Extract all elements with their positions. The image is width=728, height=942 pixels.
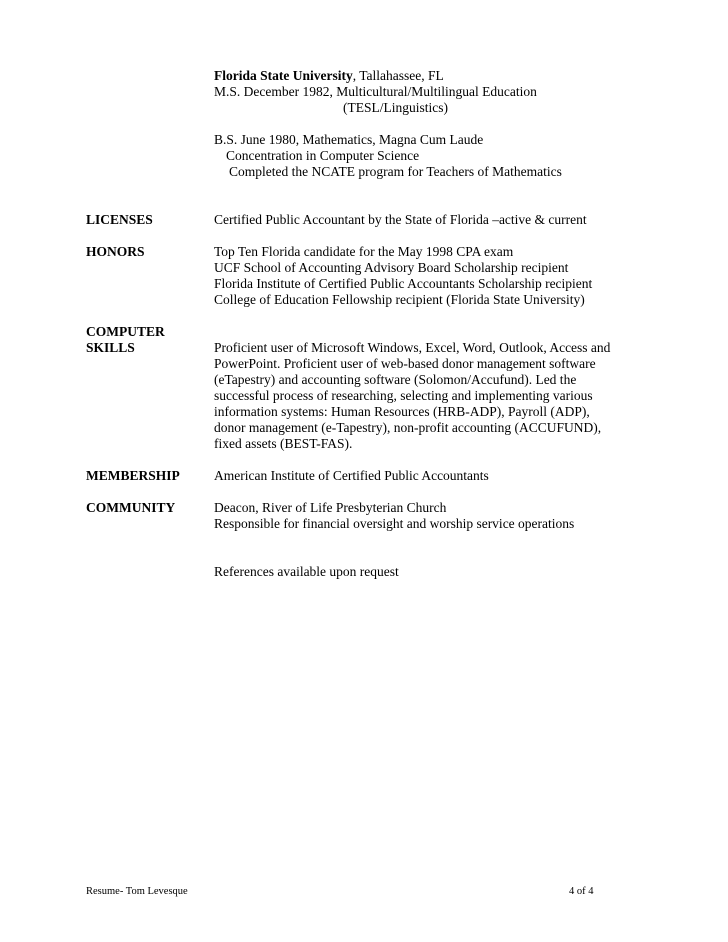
education-bs-line: B.S. June 1980, Mathematics, Magna Cum Laude xyxy=(214,132,484,147)
licenses-heading: LICENSES xyxy=(86,212,153,227)
honors-item: Florida Institute of Certified Public Accountants Scholarship recipient xyxy=(214,276,593,291)
computer-skills-line: fixed assets (BEST-FAS). xyxy=(214,436,353,451)
community-line: Responsible for financial oversight and worship service operations xyxy=(214,516,575,531)
community-line: Deacon, River of Life Presbyterian Church xyxy=(214,500,447,515)
computer-skills-heading-line2: SKILLS xyxy=(86,340,135,355)
honors-item: UCF School of Accounting Advisory Board Scholarship recipient xyxy=(214,260,569,275)
community-heading: COMMUNITY xyxy=(86,500,176,515)
references-note: References available upon request xyxy=(214,564,399,579)
licenses-text: Certified Public Accountant by the State of Florida –active & current xyxy=(214,212,587,227)
honors-heading: HONORS xyxy=(86,244,145,259)
footer-resume-name: Resume- Tom Levesque xyxy=(86,886,188,897)
footer-page-number: 4 of 4 xyxy=(569,886,594,897)
education-university-line xyxy=(214,68,444,84)
education-ms-line: M.S. December 1982, Multicultural/Multilingual Education xyxy=(214,84,537,99)
membership-heading: MEMBERSHIP xyxy=(86,468,180,483)
education-bs-ncate: Completed the NCATE program for Teachers of Mathematics xyxy=(229,164,562,179)
university-name: Florida State University xyxy=(214,68,353,83)
computer-skills-line: information systems: Human Resources (HRB-ADP), Payroll (ADP), xyxy=(214,404,590,419)
university-location: , Tallahassee, FL xyxy=(352,68,444,83)
computer-skills-heading-line1: COMPUTER xyxy=(86,324,165,339)
education-ms-specialization: (TESL/Linguistics) xyxy=(343,100,448,115)
computer-skills-line: successful process of researching, selecting and implementing various xyxy=(214,388,593,403)
education-bs-concentration: Concentration in Computer Science xyxy=(226,148,420,163)
computer-skills-line: donor management (e-Tapestry), non-profit accounting (ACCUFUND), xyxy=(214,420,602,435)
membership-text: American Institute of Certified Public Accountants xyxy=(214,468,489,483)
computer-skills-line: Proficient user of Microsoft Windows, Excel, Word, Outlook, Access and xyxy=(214,340,611,355)
honors-item: Top Ten Florida candidate for the May 1998 CPA exam xyxy=(214,244,514,259)
honors-item: College of Education Fellowship recipient (Florida State University) xyxy=(214,292,585,307)
computer-skills-line: (eTapestry) and accounting software (Solomon/Accufund). Led the xyxy=(214,372,577,387)
computer-skills-line: PowerPoint. Proficient user of web-based donor management software xyxy=(214,356,596,371)
